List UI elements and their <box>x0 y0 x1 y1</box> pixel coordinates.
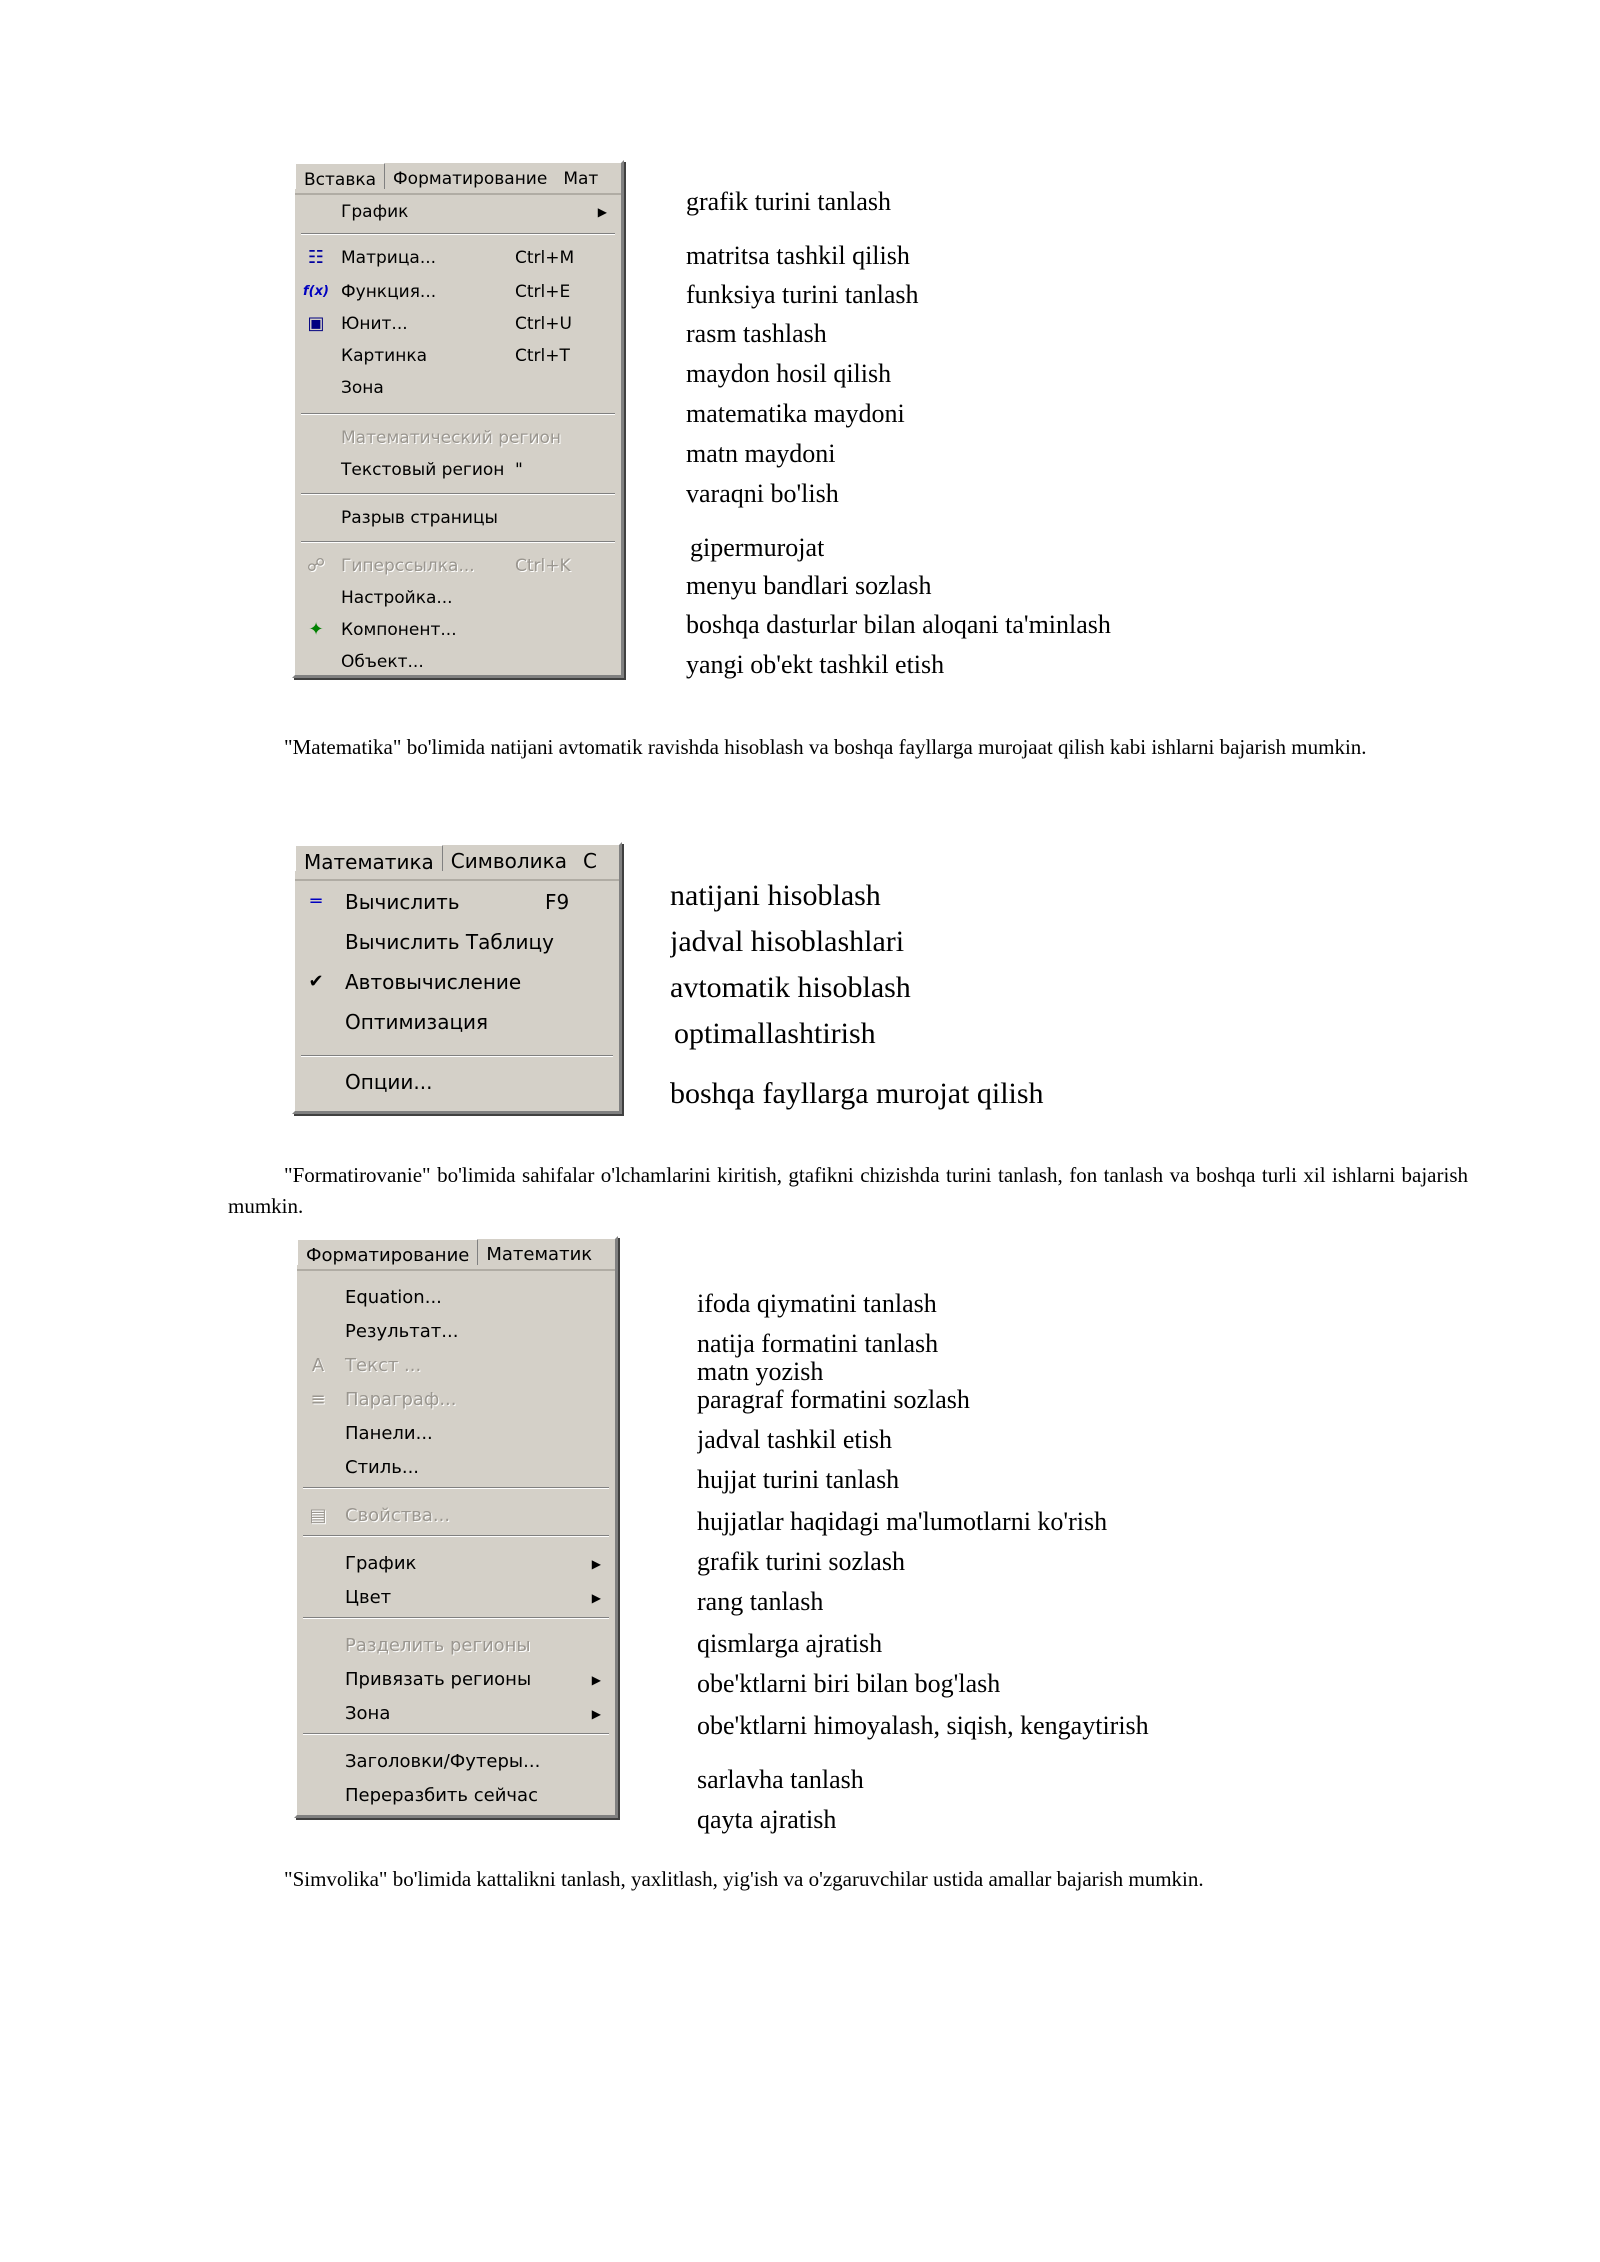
calculate-icon: ═ <box>310 891 322 912</box>
paragraph-simvolika: "Simvolika" bo'limida kattalikni tanlash, yaxlitlash, yig'ish va o'zgaruvchilar ustida amallar bajarish mumkin. <box>284 1867 1204 1891</box>
menu-item[interactable] <box>295 457 621 483</box>
menu-description-label: qayta ajratish <box>697 1805 837 1834</box>
menu-item-label: Заголовки/Футеры... <box>345 1751 541 1772</box>
menu-description-label: gipermurojat <box>690 533 825 562</box>
menu-item-shortcut: Ctrl+K <box>515 556 571 576</box>
menu-description-label: boshqa dasturlar bilan aloqani ta'minlash <box>686 610 1111 639</box>
paragraph-formatirovanie: "Formatirovanie" bo'limida sahifalar o'lchamlarini kiritish, gtafikni chizishda turini tanlash, fon tanlash va boshqa turli xil ishlarni bajarish mumkin. <box>228 1163 1468 1218</box>
menu-item[interactable] <box>295 969 619 999</box>
format-menu <box>294 1236 618 1818</box>
menu-description-label: maydon hosil qilish <box>686 359 892 388</box>
menu-item[interactable] <box>295 505 621 531</box>
menu-item[interactable] <box>295 343 621 369</box>
menu-item-label: Компонент... <box>341 620 457 640</box>
menu-item-label: Equation... <box>345 1287 442 1308</box>
menu-description-label: matn maydoni <box>686 439 836 468</box>
menu-description-label: yangi ob'ekt tashkil etish <box>686 650 945 679</box>
menu-item <box>297 1387 615 1415</box>
menu-item-label: График <box>345 1553 417 1574</box>
menubar-item-format[interactable]: Форматирование <box>393 169 548 189</box>
menu-item-label: Объект... <box>341 652 424 672</box>
menu-description-label: qismlarga ajratish <box>697 1629 883 1658</box>
menu-description-label: matematika maydoni <box>686 399 905 428</box>
menu-item[interactable] <box>295 199 621 225</box>
menu-item-shortcut: F9 <box>545 890 570 914</box>
submenu-arrow-icon: ▶ <box>597 205 607 219</box>
menu-description-label: varaqni bo'lish <box>686 479 839 508</box>
menu-item-label: Оптимизация <box>345 1010 489 1034</box>
hyperlink-icon: ☍ <box>306 555 326 576</box>
menu-item[interactable] <box>295 279 621 305</box>
menu-item[interactable] <box>295 1069 619 1099</box>
menubar-item-insert[interactable]: Вставка <box>295 163 385 189</box>
menu-item-shortcut: " <box>515 460 523 480</box>
menu-description-label: natija formatini tanlash <box>697 1329 939 1358</box>
menu-item-label: Настройка... <box>341 588 453 608</box>
paragraph-matematika: "Matematika" bo'limida natijani avtomatik ravishda hisoblash va boshqa fayllarga murojaat qilish kabi ishlarni bajarish mumkin. <box>284 735 1367 759</box>
menubar-item-math[interactable]: Математика <box>295 845 443 871</box>
menu-item[interactable] <box>295 929 619 959</box>
menu-separator <box>301 541 615 543</box>
menu-item-label: Опции... <box>345 1070 433 1094</box>
menu-separator <box>303 1487 609 1489</box>
menu-item[interactable] <box>295 245 621 271</box>
menu-description-label: jadval tashkil etish <box>697 1425 892 1454</box>
menu-item-label: Разделить регионы <box>345 1635 531 1656</box>
menu-item-label: Математический регион <box>341 428 562 448</box>
menu-item <box>295 425 621 451</box>
menu-item-label: Текстовый регион <box>341 460 505 480</box>
menu-item-label: Переразбить сейчас <box>345 1785 538 1806</box>
menu-bar <box>295 845 619 881</box>
menu-item <box>297 1353 615 1381</box>
menu-description-label: obe'ktlarni himoyalash, siqish, kengaytirish <box>697 1711 1149 1740</box>
menu-description-label: ifoda qiymatini tanlash <box>697 1289 937 1318</box>
submenu-arrow-icon: ▶ <box>591 1591 601 1605</box>
menu-item-label: Результат... <box>345 1321 459 1342</box>
menu-description-label: rang tanlash <box>697 1587 824 1616</box>
menu-item-shortcut: Ctrl+E <box>515 282 571 302</box>
menu-item-label: Свойства... <box>345 1505 451 1526</box>
menubar-item-symbolics[interactable]: Символика <box>450 849 567 873</box>
menu-description-label: rasm tashlash <box>686 319 827 348</box>
menu-description-label: obe'ktlarni biri bilan bog'lash <box>697 1669 1001 1698</box>
menu-separator <box>301 413 615 415</box>
menu-bar <box>295 163 621 195</box>
menu-item <box>297 1633 615 1661</box>
menu-item-label: Разрыв страницы <box>341 508 498 528</box>
menu-separator <box>301 233 615 235</box>
menu-item <box>295 553 621 579</box>
menu-description-label: grafik turini sozlash <box>697 1547 905 1576</box>
menu-description-label: menyu bandlari sozlash <box>686 571 932 600</box>
submenu-arrow-icon: ▶ <box>591 1673 601 1687</box>
menu-separator <box>301 493 615 495</box>
unit-icon: ▣ <box>307 313 325 334</box>
menu-item[interactable] <box>297 1667 615 1695</box>
menu-item[interactable] <box>297 1455 615 1483</box>
menu-item-label: Вычислить <box>345 890 460 914</box>
menu-item-label: Параграф... <box>345 1389 457 1410</box>
menu-separator <box>301 1055 613 1057</box>
menu-item[interactable] <box>297 1421 615 1449</box>
menu-separator <box>303 1535 609 1537</box>
component-icon: ✦ <box>308 619 324 640</box>
menu-bar <box>297 1239 615 1271</box>
menu-description-label: funksiya turini tanlash <box>686 280 919 309</box>
menu-item[interactable] <box>295 375 621 401</box>
submenu-arrow-icon: ▶ <box>591 1557 601 1571</box>
menu-description-label: paragraf formatini sozlash <box>697 1385 970 1414</box>
menu-item[interactable] <box>297 1551 615 1579</box>
menu-item-label: Цвет <box>345 1587 392 1608</box>
menu-item[interactable] <box>295 889 619 919</box>
menu-item[interactable] <box>295 311 621 337</box>
menu-item-label: Зона <box>341 378 384 398</box>
paragraph-icon: ≡ <box>310 1389 326 1410</box>
menu-item[interactable] <box>297 1749 615 1777</box>
menu-description-label: matritsa tashkil qilish <box>686 241 910 270</box>
properties-icon: ▤ <box>309 1505 327 1526</box>
menu-item-label: Вычислить Таблицу <box>345 930 554 954</box>
menu-item-label: Гиперссылка... <box>341 556 475 576</box>
menu-item[interactable] <box>297 1701 615 1729</box>
menu-description-label: matn yozish <box>697 1357 824 1386</box>
menu-description-label: boshqa fayllarga murojat qilish <box>670 1077 1044 1110</box>
submenu-arrow-icon: ▶ <box>591 1707 601 1721</box>
menu-description-label: hujjatlar haqidagi ma'lumotlarni ko'rish <box>697 1507 1108 1536</box>
insert-menu <box>292 160 624 678</box>
menu-item[interactable] <box>295 649 621 675</box>
menu-item <box>297 1503 615 1531</box>
menu-description-label: optimallashtirish <box>674 1017 876 1050</box>
menu-item[interactable] <box>297 1319 615 1347</box>
menu-separator <box>303 1617 609 1619</box>
menu-item-label: Стиль... <box>345 1457 420 1478</box>
menu-description-label: jadval hisoblashlari <box>670 925 905 958</box>
menu-description-label: avtomatik hisoblash <box>670 971 911 1004</box>
menu-item-label: Автовычисление <box>345 970 522 994</box>
checkmark-icon: ✔ <box>308 971 324 992</box>
menu-item-label: Панели... <box>345 1423 433 1444</box>
menu-item-label: График <box>341 202 409 222</box>
menubar-item-math[interactable]: Мат <box>563 169 599 189</box>
menu-item[interactable] <box>297 1285 615 1313</box>
menu-item-label: Зона <box>345 1703 391 1724</box>
menu-description-label: sarlavha tanlash <box>697 1765 864 1794</box>
menu-item-shortcut: Ctrl+U <box>515 314 572 334</box>
menu-description-label: natijani hisoblash <box>670 879 881 912</box>
menu-item[interactable] <box>295 585 621 611</box>
menu-item-label: Текст ... <box>345 1355 422 1376</box>
menu-item[interactable] <box>295 617 621 643</box>
menubar-item-math[interactable]: Математик <box>486 1244 593 1265</box>
menu-item-label: Привязать регионы <box>345 1669 532 1690</box>
math-menu <box>292 842 622 1114</box>
matrix-icon: ☷ <box>307 247 325 268</box>
menu-description-label: hujjat turini tanlash <box>697 1465 900 1494</box>
text-icon: A <box>311 1355 325 1376</box>
function-icon: f(x) <box>303 284 329 299</box>
menu-item-shortcut: Ctrl+M <box>515 248 575 268</box>
menu-item-label: Картинка <box>341 346 428 366</box>
menubar-item-format[interactable]: Форматирование <box>297 1239 478 1265</box>
menubar-item-next[interactable]: С <box>583 849 597 873</box>
menu-item[interactable] <box>297 1783 615 1811</box>
menu-item-shortcut: Ctrl+T <box>515 346 570 366</box>
menu-description-label: grafik turini tanlash <box>686 187 892 216</box>
menu-separator <box>303 1733 609 1735</box>
menu-item-label: Юнит... <box>341 314 408 334</box>
menu-item-label: Матрица... <box>341 248 437 268</box>
menu-item[interactable] <box>295 1009 619 1039</box>
menu-item[interactable] <box>297 1585 615 1613</box>
menu-item-label: Функция... <box>341 282 437 302</box>
